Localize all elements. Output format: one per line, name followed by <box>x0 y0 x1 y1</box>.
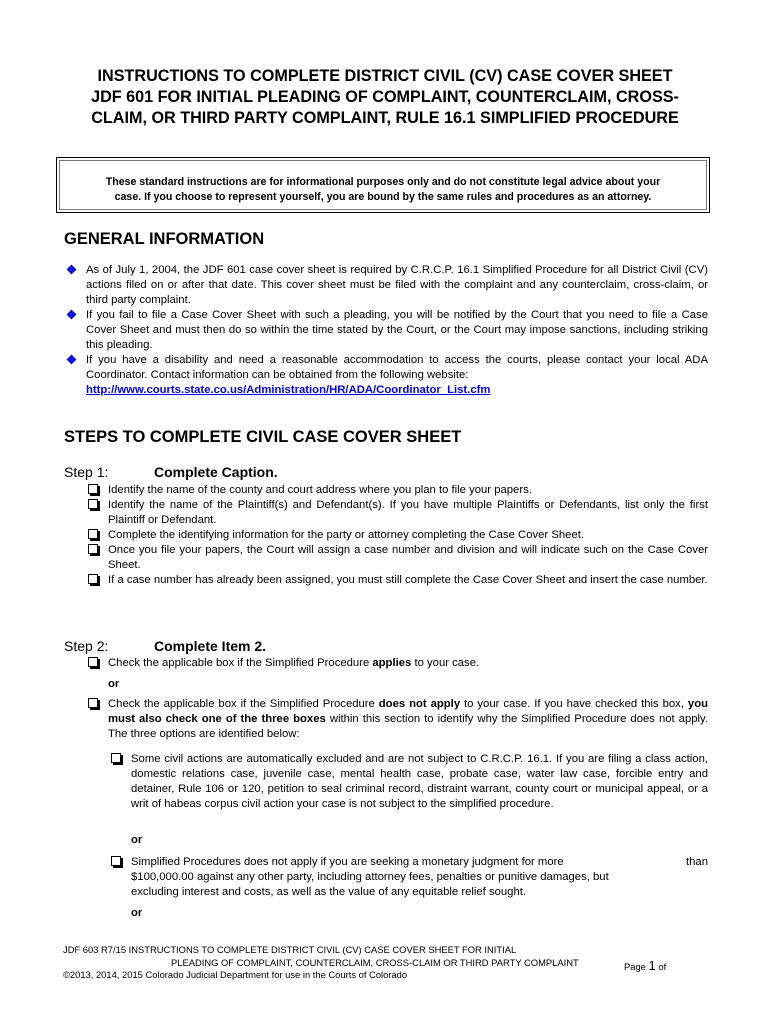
step-1-list <box>88 483 708 588</box>
list-item: If you fail to file a Case Cover Sheet with such a pleading, you will be notified by the Court that you need to file a Case Cover Sheet and must then do so within the time stated by the Court, or the Court may impose sanctions, including striking this pleading. <box>66 308 708 353</box>
general-information-heading: GENERAL INFORMATION <box>64 230 265 248</box>
step-2-number: Step 2: <box>64 638 109 654</box>
checkbox-icon <box>111 856 121 866</box>
title-line-2: JDF 601 FOR INITIAL PLEADING OF COMPLAINT, COUNTERCLAIM, CROSS- <box>91 88 679 106</box>
footer-line-1: JDF 603 R7/15 INSTRUCTIONS TO COMPLETE DISTRICT CIVIL (CV) CASE COVER SHEET FOR INITIAL <box>63 944 517 955</box>
steps-heading: STEPS TO COMPLETE CIVIL CASE COVER SHEET <box>64 428 462 446</box>
document-title <box>40 66 730 129</box>
list-item: Complete the identifying information for the party or attorney completing the Case Cover Sheet. <box>88 528 708 543</box>
list-item: Identify the name of the Plaintiff(s) and Defendant(s). If you have multiple Plaintiffs or Defendants, list only the first Plaintiff or Defendant. <box>88 498 708 528</box>
diamond-bullet-icon <box>67 310 77 320</box>
checkbox-icon <box>88 499 98 509</box>
checkbox-icon <box>88 657 98 667</box>
step-1-title: Complete Caption. <box>154 464 278 480</box>
step-1-heading <box>64 464 278 480</box>
step-2-heading <box>64 638 266 654</box>
general-information-list <box>66 263 708 398</box>
footer-line-2: PLEADING OF COMPLAINT, COUNTERCLAIM, CROSS-CLAIM OR THIRD PARTY COMPLAINT <box>171 956 579 968</box>
list-item: Some civil actions are automatically excluded and are not subject to C.R.C.P. 16.1. If you are filing a class action, domestic relations case, juvenile case, mental health case, probate case, water law case, forcible entry and detainer, Rule 106 or 120, petition to seal criminal record, distraint warrant, county court or municipal appeal, or a writ of habeas corpus civil action your case is not subject to the simplified procedure. <box>111 752 708 812</box>
disclaimer-box <box>56 157 710 213</box>
diamond-bullet-icon <box>67 265 77 275</box>
step-2-option-not-apply <box>88 697 708 742</box>
step-2-option-applies <box>88 656 708 671</box>
page-number: Page 1 of <box>624 958 667 973</box>
or-separator: or <box>108 678 120 690</box>
disclaimer-line-1: These standard instructions are for informational purposes only and do not constitute legal advice about your <box>105 176 661 188</box>
title-line-3: CLAIM, OR THIRD PARTY COMPLAINT, RULE 16.1 SIMPLIFIED PROCEDURE <box>91 109 679 127</box>
list-item: Check the applicable box if the Simplified Procedure applies to your case. <box>88 656 708 671</box>
checkbox-icon <box>88 484 98 494</box>
footer-copyright: ©2013, 2014, 2015 Colorado Judicial Department for use in the Courts of Colorado <box>63 969 408 980</box>
list-item: If a case number has already been assigned, you must still complete the Case Cover Sheet and insert the case number. <box>88 573 708 588</box>
not-apply-reason-1 <box>111 752 708 812</box>
step-1-number: Step 1: <box>64 464 109 480</box>
checkbox-icon <box>88 544 98 554</box>
step-2-title: Complete Item 2. <box>154 638 267 654</box>
list-item: Check the applicable box if the Simplified Procedure does not apply to your case. If you have checked this box, you must also check one of the three boxes within this section to identify why the Simplified Procedure does not apply. The three options are identified below: <box>88 697 708 742</box>
diamond-bullet-icon <box>67 355 77 365</box>
list-item: If you have a disability and need a reasonable accommodation to access the courts, please contact your local ADA Coordinator. Contact information can be obtained from the following website: http://www.courts.state.co.us/Administration/HR/ADA/Coordinator_List.cfm <box>66 353 708 398</box>
checkbox-icon <box>88 574 98 584</box>
checkbox-icon <box>111 753 121 763</box>
disclaimer-text <box>67 175 699 205</box>
ada-coordinator-link[interactable]: http://www.courts.state.co.us/Administration/HR/ADA/Coordinator_List.cfm <box>86 384 491 396</box>
checkbox-icon <box>88 529 98 539</box>
disclaimer-line-2: case. If you choose to represent yourself, you are bound by the same rules and procedures as an attorney. <box>114 191 652 203</box>
title-line-1: INSTRUCTIONS TO COMPLETE DISTRICT CIVIL (CV) CASE COVER SHEET <box>97 67 673 85</box>
checkbox-icon <box>88 698 98 708</box>
list-item: As of July 1, 2004, the JDF 601 case cover sheet is required by C.R.C.P. 16.1 Simplified Procedure for all District Civil (CV) actions filed on or after that date. This cover sheet must be filed with the complaint and any counterclaim, cross-claim, or third party complaint. <box>66 263 708 308</box>
or-separator: or <box>131 834 143 846</box>
list-item: Simplified Procedures does not apply if you are seeking a monetary judgment for more than $100,000.00 against any other party, including attorney fees, penalties or punitive damages, but excluding interest and costs, as well as the value of any equitable relief sought. <box>111 855 708 900</box>
list-item: Once you file your papers, the Court will assign a case number and division and will indicate such on the Case Cover Sheet. <box>88 543 708 573</box>
or-separator: or <box>131 907 143 919</box>
page-footer <box>63 944 579 982</box>
list-item: Identify the name of the county and court address where you plan to file your papers. <box>88 483 708 498</box>
not-apply-reason-2 <box>111 855 708 900</box>
